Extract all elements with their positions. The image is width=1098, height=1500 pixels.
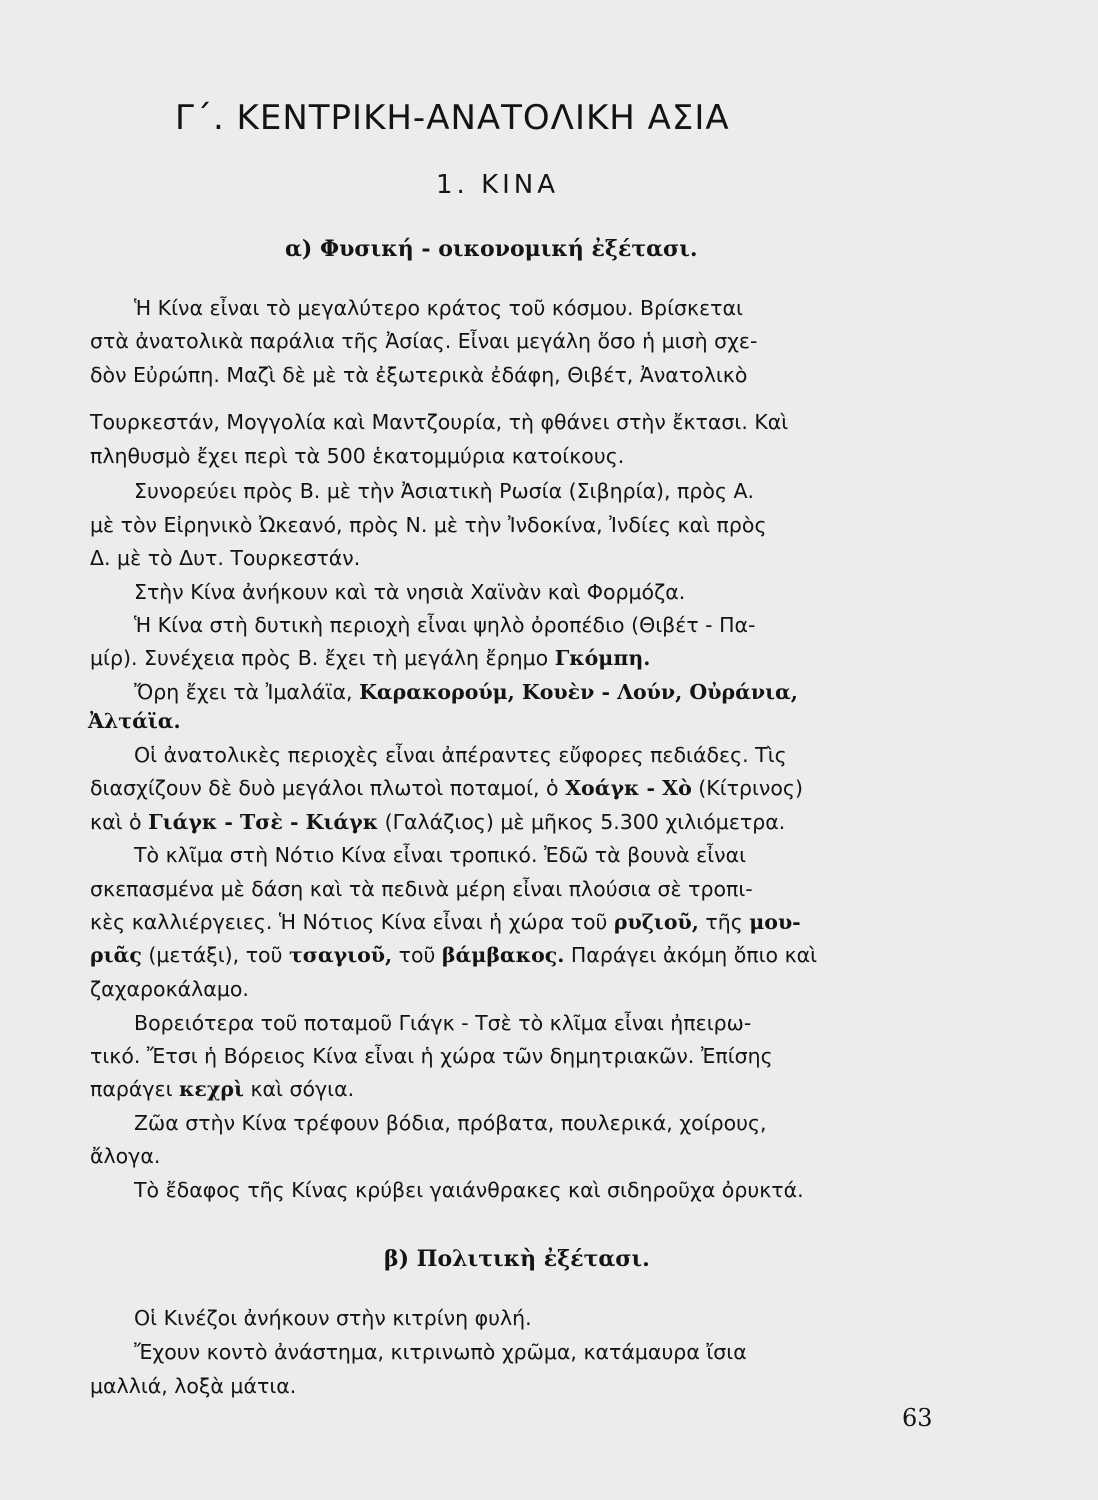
text-line: Συνορεύει πρὸς Β. μὲ τὴν Ἀσιατικὴ Ρωσία (Σιβηρία), πρὸς Α.	[134, 479, 755, 503]
text-line: Ἔχουν κοντὸ ἀνάστημα, κιτρινωπὸ χρῶμα, κατάμαυρα ἴσια	[134, 1340, 747, 1364]
text-line: Στὴν Κίνα ἀνήκουν καὶ τὰ νησιὰ Χαϊνὰν καὶ Φορμόζα.	[134, 580, 686, 604]
text-line: ριᾶς (μετάξι), τοῦ τσαγιοῦ, τοῦ βάμβακος. Παράγει ἀκόμη ὄπιο καὶ	[90, 943, 818, 967]
text-line: Βορειότερα τοῦ ποταμοῦ Γιάγκ - Τσὲ τὸ κλῖμα εἶναι ἠπειρω-	[134, 1011, 752, 1035]
text-line: ἄλογα.	[90, 1144, 161, 1168]
text-line: μαλλιά, λοξὰ μάτια.	[90, 1374, 297, 1398]
text-line: Ἡ Κίνα εἶναι τὸ μεγαλύτερο κράτος τοῦ κόσμου. Βρίσκεται	[134, 296, 743, 320]
page-number: 63	[902, 1404, 933, 1432]
section-b-heading: β) Πολιτικὴ ἐξέτασι.	[384, 1246, 650, 1272]
text-line: Ἀλτάϊα.	[88, 709, 181, 733]
text-line: Ὄρη ἔχει τὰ Ἰμαλάϊα, Καρακορούμ, Κουὲν - Λούν, Οὐράνια,	[134, 680, 798, 704]
text-line: Τουρκεστάν, Μογγολία καὶ Μαντζουρία, τὴ φθάνει στὴν ἔκτασι. Καὶ	[90, 410, 789, 434]
text-line: παράγει κεχρὶ καὶ σόγια.	[90, 1077, 355, 1101]
text-line: στὰ ἀνατολικὰ παράλια τῆς Ἀσίας. Εἶναι μεγάλη ὅσο ἡ μισὴ σχε-	[90, 329, 758, 353]
text-line: κὲς καλλιέργειες. Ἡ Νότιος Κίνα εἶναι ἡ χώρα τοῦ ρυζιοῦ, τῆς μου-	[90, 910, 801, 934]
text-line: σκεπασμένα μὲ δάση καὶ τὰ πεδινὰ μέρη εἶναι πλούσια σὲ τροπι-	[90, 877, 753, 901]
text-line: ζαχαροκάλαμο.	[90, 977, 249, 1001]
text-line: τικό. Ἔτσι ἡ Βόρειος Κίνα εἶναι ἡ χώρα τῶν δημητριακῶν. Ἐπίσης	[90, 1044, 773, 1068]
text-line: πληθυσμὸ ἔχει περὶ τὰ 500 ἑκατομμύρια κατοίκους.	[90, 444, 625, 468]
text-line: Οἱ ἀνατολικὲς περιοχὲς εἶναι ἀπέραντες εὔφορες πεδιάδες. Τὶς	[134, 743, 787, 767]
text-line: διασχίζουν δὲ δυὸ μεγάλοι πλωτοὶ ποταμοί, ὁ Χοάγκ - Χὸ (Κίτρινος)	[90, 776, 803, 800]
text-line: Δ. μὲ τὸ Δυτ. Τουρκεστάν.	[90, 546, 361, 570]
page-title: Γ΄. ΚΕΝΤΡΙΚΗ-ΑΝΑΤΟΛΙΚΗ ΑΣΙΑ	[175, 98, 730, 138]
text-line: Τὸ ἔδαφος τῆς Κίνας κρύβει γαιάνθρακες καὶ σιδηροῦχα ὀρυκτά.	[134, 1178, 804, 1202]
text-line: Ζῶα στὴν Κίνα τρέφουν βόδια, πρόβατα, πουλερικά, χοίρους,	[134, 1111, 767, 1135]
section-a-heading: α) Φυσική - οικονομική ἐξέτασι.	[285, 236, 698, 262]
text-line: μίρ). Συνέχεια πρὸς Β. ἔχει τὴ μεγάλη ἔρημο Γκόμπη.	[90, 646, 651, 670]
text-line: καὶ ὁ Γιάγκ - Τσὲ - Κιάγκ (Γαλάζιος) μὲ μῆκος 5.300 χιλιόμετρα.	[90, 810, 786, 834]
text-line: Οἱ Κινέζοι ἀνήκουν στὴν κιτρίνη φυλή.	[134, 1306, 532, 1330]
text-line: μὲ τὸν Εἰρηνικὸ Ὠκεανό, πρὸς Ν. μὲ τὴν Ἰνδοκίνα, Ἰνδίες καὶ πρὸς	[90, 513, 767, 537]
text-line: Τὸ κλῖμα στὴ Νότιο Κίνα εἶναι τροπικό. Ἐδῶ τὰ βουνὰ εἶναι	[134, 843, 747, 867]
text-line: Ἡ Κίνα στὴ δυτικὴ περιοχὴ εἶναι ψηλὸ ὀροπέδιο (Θιβέτ - Πα-	[134, 613, 756, 637]
chapter-subtitle: 1. ΚΙΝΑ	[436, 170, 560, 200]
text-line: δὸν Εὐρώπη. Μαζὶ δὲ μὲ τὰ ἐξωτερικὰ ἐδάφη, Θιβέτ, Ἀνατολικὸ	[90, 363, 748, 387]
